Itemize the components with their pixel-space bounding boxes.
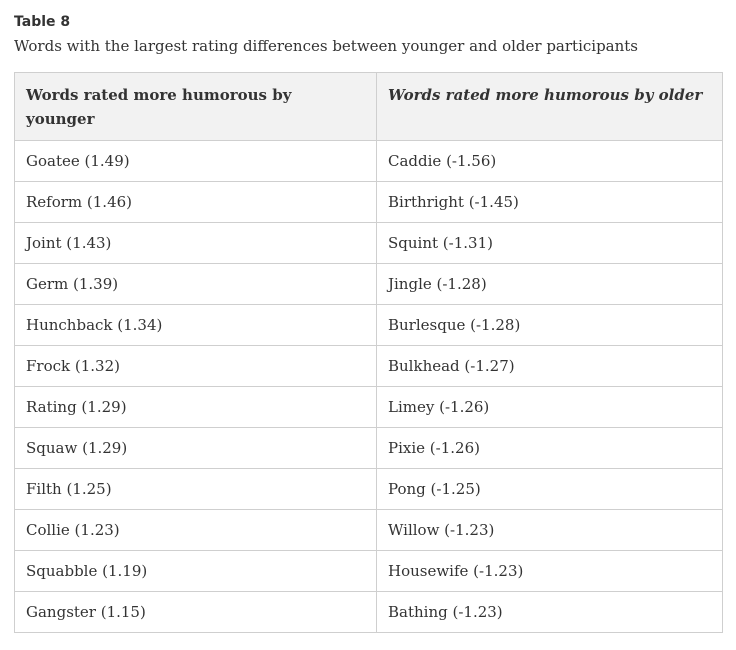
rating-differences-table xyxy=(14,72,723,633)
cell-younger: Squaw (1.29) xyxy=(15,428,377,469)
cell-younger: Germ (1.39) xyxy=(15,264,377,305)
cell-older: Birthright (-1.45) xyxy=(377,182,723,223)
table-row xyxy=(15,469,723,510)
cell-older: Limey (-1.26) xyxy=(377,387,723,428)
table-caption: Words with the largest rating differences between younger and older participants xyxy=(14,37,638,55)
cell-younger: Filth (1.25) xyxy=(15,469,377,510)
table-row xyxy=(15,428,723,469)
cell-younger: Rating (1.29) xyxy=(15,387,377,428)
table-row xyxy=(15,264,723,305)
cell-older: Bathing (-1.23) xyxy=(377,592,723,633)
table-row xyxy=(15,182,723,223)
cell-older: Bulkhead (-1.27) xyxy=(377,346,723,387)
cell-younger: Reform (1.46) xyxy=(15,182,377,223)
header-older: Words rated more humorous by older xyxy=(377,73,723,141)
cell-younger: Goatee (1.49) xyxy=(15,141,377,182)
cell-younger: Collie (1.23) xyxy=(15,510,377,551)
table-row xyxy=(15,223,723,264)
table-row xyxy=(15,305,723,346)
cell-younger: Frock (1.32) xyxy=(15,346,377,387)
header-younger: Words rated more humorous by younger xyxy=(15,73,377,141)
cell-older: Burlesque (-1.28) xyxy=(377,305,723,346)
table-row xyxy=(15,387,723,428)
cell-older: Housewife (-1.23) xyxy=(377,551,723,592)
table-row xyxy=(15,141,723,182)
cell-older: Jingle (-1.28) xyxy=(377,264,723,305)
cell-younger: Gangster (1.15) xyxy=(15,592,377,633)
cell-younger: Squabble (1.19) xyxy=(15,551,377,592)
cell-older: Pong (-1.25) xyxy=(377,469,723,510)
cell-older: Pixie (-1.26) xyxy=(377,428,723,469)
cell-younger: Joint (1.43) xyxy=(15,223,377,264)
cell-younger: Hunchback (1.34) xyxy=(15,305,377,346)
table-label: Table 8 xyxy=(14,14,71,30)
table-body xyxy=(15,141,723,633)
header-row xyxy=(15,73,723,141)
table-row xyxy=(15,592,723,633)
table-row xyxy=(15,346,723,387)
table-row xyxy=(15,510,723,551)
cell-older: Caddie (-1.56) xyxy=(377,141,723,182)
table-figure xyxy=(14,12,722,633)
table-row xyxy=(15,551,723,592)
cell-older: Squint (-1.31) xyxy=(377,223,723,264)
cell-older: Willow (-1.23) xyxy=(377,510,723,551)
